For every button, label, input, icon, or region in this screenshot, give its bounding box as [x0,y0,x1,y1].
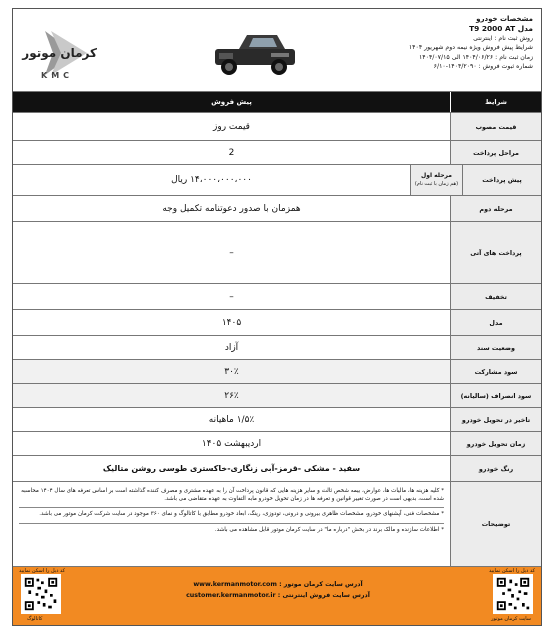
discount-value: – [13,284,451,309]
table-row [13,140,541,164]
note-item: * کلیه هزینه ها، مالیات ها، عوارض، بیمه شخص ثالث و سایر هزینه هایی که قانون پرداخت آن را به عهده مشتری و مصرف کننده گذاشته است بر اساس تعرفه های سال ۱۴۰۴ محاسبه شده است، بدیهی است در صورت تغییر قوانین و تعرفه ها در زمان تحویل خودرو مابه التفاوت به عهده متقاضی می باشد. [19,485,444,508]
price-sheet [12,8,542,626]
price-label: قیمت مصوب [451,113,541,140]
brand-short: KMC [41,71,74,80]
table-row [13,407,541,431]
color-value: سفید - مشکی -قرمز-آبی زنگاری-خاکستری طوسی روشن متالیک [13,456,451,481]
footer-addresses [163,579,393,601]
delay-value: ۱/۵٪ ماهیانه [13,408,451,431]
note-item: * مشخصات فنی، آپشنهای خودرو، مشخصات ظاهری بیرونی و درونی، تودوزی، رینگ، ابعاد خودرو مطابق با کاتالوگ و نمای ۳۶۰ موجود در سایت شرکت کرمان موتور می باشد. [19,508,444,523]
delay-label: تاخیر در تحویل خودرو [451,408,541,431]
future-label: پرداخت های آتی [451,222,541,283]
website-link[interactable]: آدرس سایت کرمان موتور : www.kermanmotor.com [193,581,363,588]
first-stage-note: (هم زمان با ثبت نام) [414,181,459,187]
payment-label: پیش پرداخت [463,165,541,195]
notes-list [13,482,451,566]
spec-line: زمان ثبت نام : ۱۴۰۴/۰۶/۲۶ الی ۱۴۰۴/۰۷/۱۵ [418,53,533,61]
model-value: ۱۴۰۵ [13,310,451,335]
header [13,9,541,91]
head-value: پیش فروش [13,92,451,112]
table-row [13,112,541,140]
doc-label: وضعیت سند [451,336,541,359]
doc-value: آزاد [13,336,451,359]
model-label: مدل [451,310,541,335]
table-row [13,283,541,309]
qr-left-sub: کاتالوگ [27,616,43,622]
spec-line: مدل T9 2000 AT [469,24,533,34]
brand-name: کرمان موتور [22,46,97,60]
table-row [13,195,541,221]
table-row [13,335,541,359]
table-head-row [13,91,541,112]
cancel-value: ۲۶٪ [13,384,451,407]
table-row [13,309,541,335]
head-label: شرایط [451,92,541,112]
truck-image [209,21,301,83]
cancel-label: سود انصراف (سالیانه) [451,384,541,407]
website-qr-code[interactable] [493,574,533,614]
spec-block [333,15,533,71]
catalog-qr-code[interactable] [21,574,61,614]
sales-site-link[interactable]: آدرس سایت فروش اینترنتی : customer.kermanmotor.ir [186,592,370,599]
table-row [13,431,541,455]
price-value: قیمت روز [13,113,451,140]
table-row [13,383,541,407]
color-label: رنگ خودرو [451,456,541,481]
table-row [13,481,541,567]
first-stage-cell [411,165,463,195]
profit-label: سود مشارکت [451,360,541,383]
spec-line: مشخصات خودرو [476,15,533,23]
spec-line: روش ثبت نام : اینترنتی [473,34,533,42]
steps-label: مراحل پرداخت [451,141,541,164]
discount-label: تخفیف [451,284,541,309]
qr-right-caption: کد ذیل را اسکن نمایید [488,568,535,574]
table-row [13,164,541,195]
profit-value: ۳۰٪ [13,360,451,383]
note-item: * اطلاعات سازنده و مالک برند در بخش "درباره ما" در سایت کرمان موتور قابل مشاهده می باشد. [214,526,444,533]
table-row [13,359,541,383]
future-value: – [13,222,451,283]
second-stage-value: همزمان با صدور دعوتنامه تکمیل وجه [13,196,451,221]
first-stage-value: ۱۴،۰۰۰،۰۰۰،۰۰۰ ریال [13,165,411,195]
kmc-logo [22,23,161,81]
first-stage-label: مرحله اول [421,172,452,179]
notes-label: توضیحات [451,482,541,566]
qr-left-caption: کد ذیل را اسکن نمایید [19,568,66,574]
table-row [13,455,541,481]
delivery-value: اردیبهشت ۱۴۰۵ [13,432,451,455]
spec-line: شرایط پیش فروش ویژه نیمه دوم شهریور ۱۴۰۴ [408,44,533,52]
qr-right-sub: سایت کرمان موتور [491,616,531,622]
spec-line: شماره ثبوت فروش : ۱۴۰۴/۲۰۹۰-۶/۱۰ [433,63,533,71]
table-row [13,221,541,283]
second-stage-label: مرحله دوم [451,196,541,221]
footer [13,567,541,625]
delivery-label: زمان تحویل خودرو [451,432,541,455]
steps-value: 2 [13,141,451,164]
